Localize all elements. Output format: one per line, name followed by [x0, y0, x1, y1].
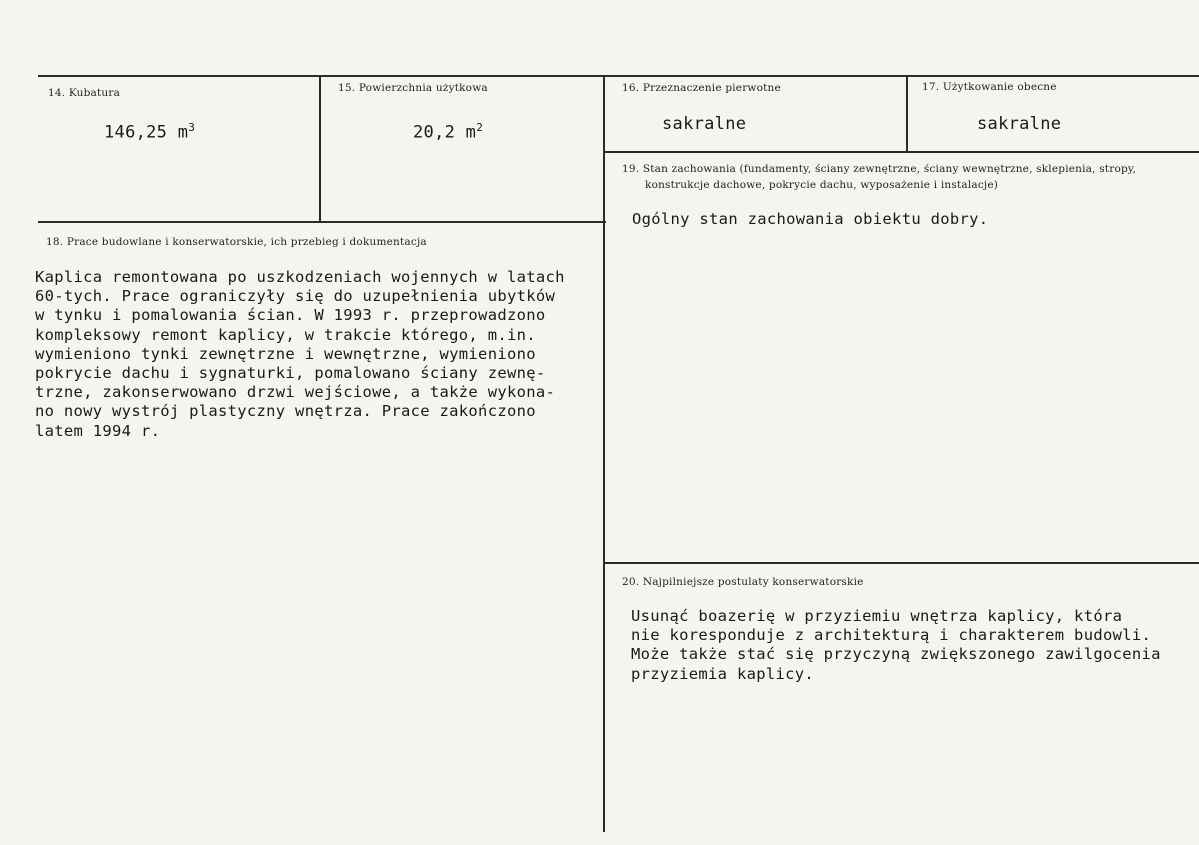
- stan-label-line2: konstrukcje dachowe, pokrycie dachu, wyposażenie i instalacje): [645, 179, 999, 191]
- stan-label-line1: 19. Stan zachowania (fundamenty, ściany zewnętrzne, ściany wewnętrzne, sklepienia, stropy,: [622, 163, 1137, 175]
- stan-text: Ogólny stan zachowania obiektu dobry.: [632, 210, 989, 228]
- row2-rule-left: [38, 221, 606, 223]
- main-divider: [603, 75, 605, 832]
- row3-rule-right: [604, 562, 1199, 564]
- col3-divider: [906, 75, 908, 152]
- postulaty-label: 20. Najpilniejsze postulaty konserwatorskie: [622, 576, 864, 588]
- postulaty-text: Usunąć boazerię w przyziemiu wnętrza kaplicy, która nie koresponduje z architekturą i charakterem budowli. Może także stać się przyczyną zwiększonego zawilgocenia przyziemia kaplicy.: [631, 607, 1161, 683]
- kubatura-label: 14. Kubatura: [48, 87, 121, 99]
- powierzchnia-label: 15. Powierzchnia użytkowa: [338, 82, 488, 94]
- prace-text: Kaplica remontowana po uszkodzeniach wojennych w latach 60-tych. Prace ograniczyły się do uzupełnienia ubytków w tynku i pomalowania ścian. W 1993 r. przeprowadzono kompleksowy remont kaplicy, w trakcie którego, m.in. wymieniono tynki zewnętrzne i wewnętrzne, wymieniono pokrycie dachu i sygnaturki, pomalowano ściany zewnę- trzne, zakonserwowano drzwi wejściowe, a także wykona- no nowy wystrój plastyczny wnętrza. Prace zakończono latem 1994 r.: [35, 268, 565, 440]
- uzytkowanie-value: sakralne: [977, 114, 1062, 134]
- przeznaczenie-value: sakralne: [662, 114, 747, 134]
- top-rule: [38, 75, 1199, 77]
- przeznaczenie-label: 16. Przeznaczenie pierwotne: [622, 82, 781, 94]
- col1-divider: [319, 75, 321, 222]
- prace-label: 18. Prace budowlane i konserwatorskie, ich przebieg i dokumentacja: [46, 236, 427, 248]
- powierzchnia-value: 20,2 $m^2$: [413, 121, 484, 143]
- row2-rule-right: [604, 151, 1199, 153]
- uzytkowanie-label: 17. Użytkowanie obecne: [922, 81, 1057, 93]
- kubatura-value: 146,25 $m^3$: [104, 121, 196, 143]
